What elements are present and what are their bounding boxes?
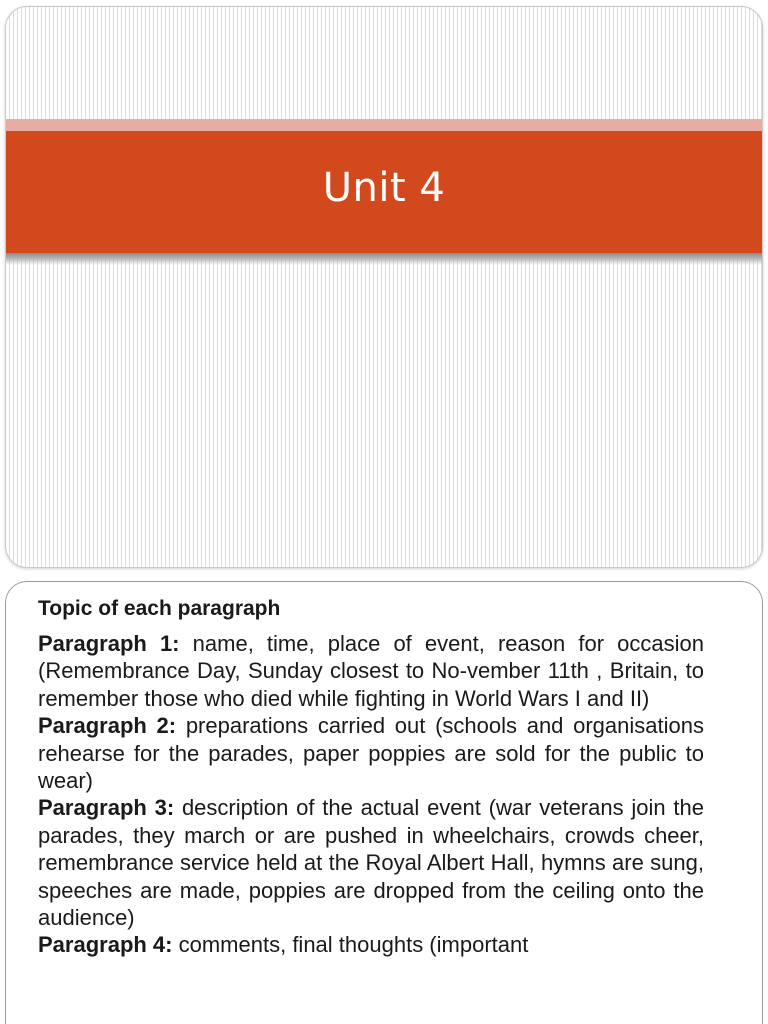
paragraph-text: comments, final thoughts (important xyxy=(178,932,529,958)
paragraph-label: Paragraph 1: xyxy=(38,631,180,656)
paragraph-4 xyxy=(38,931,704,958)
paragraph-text: preparations carried out (schools and organisations rehearse for the parades, paper poppies are sold for the public to wear) xyxy=(38,713,704,794)
title-band-shadow xyxy=(6,253,762,265)
paragraph-3 xyxy=(38,794,704,931)
paragraph-label: Paragraph 4: xyxy=(38,932,173,958)
paragraph-1 xyxy=(38,630,704,712)
slide-title-text: Unit 4 xyxy=(322,165,446,211)
paragraph-text: description of the actual event (war veterans join the parades, they march or are pushed in wheelchairs, crowds cheer, remembrance service held at the Royal Albert Hall, hymns are sung, speeches are made, poppies are dropped from the ceiling onto the audience) xyxy=(38,795,704,931)
paragraph-label: Paragraph 3: xyxy=(38,795,175,821)
document-scan xyxy=(38,594,704,959)
title-band xyxy=(6,131,762,253)
paragraph-label: Paragraph 2: xyxy=(38,713,177,739)
slide-content[interactable] xyxy=(5,581,763,1024)
paragraph-text: name, time, place of event, reason for occasion (Remembrance Day, Sunday closest to No-vember 11th , Britain, to remember those who died while fighting in World Wars I and II) xyxy=(38,631,705,711)
slide-title[interactable] xyxy=(5,6,763,568)
paragraph-2 xyxy=(38,712,704,794)
document-heading: Topic of each paragraph xyxy=(38,597,281,620)
title-band-highlight xyxy=(6,119,762,131)
